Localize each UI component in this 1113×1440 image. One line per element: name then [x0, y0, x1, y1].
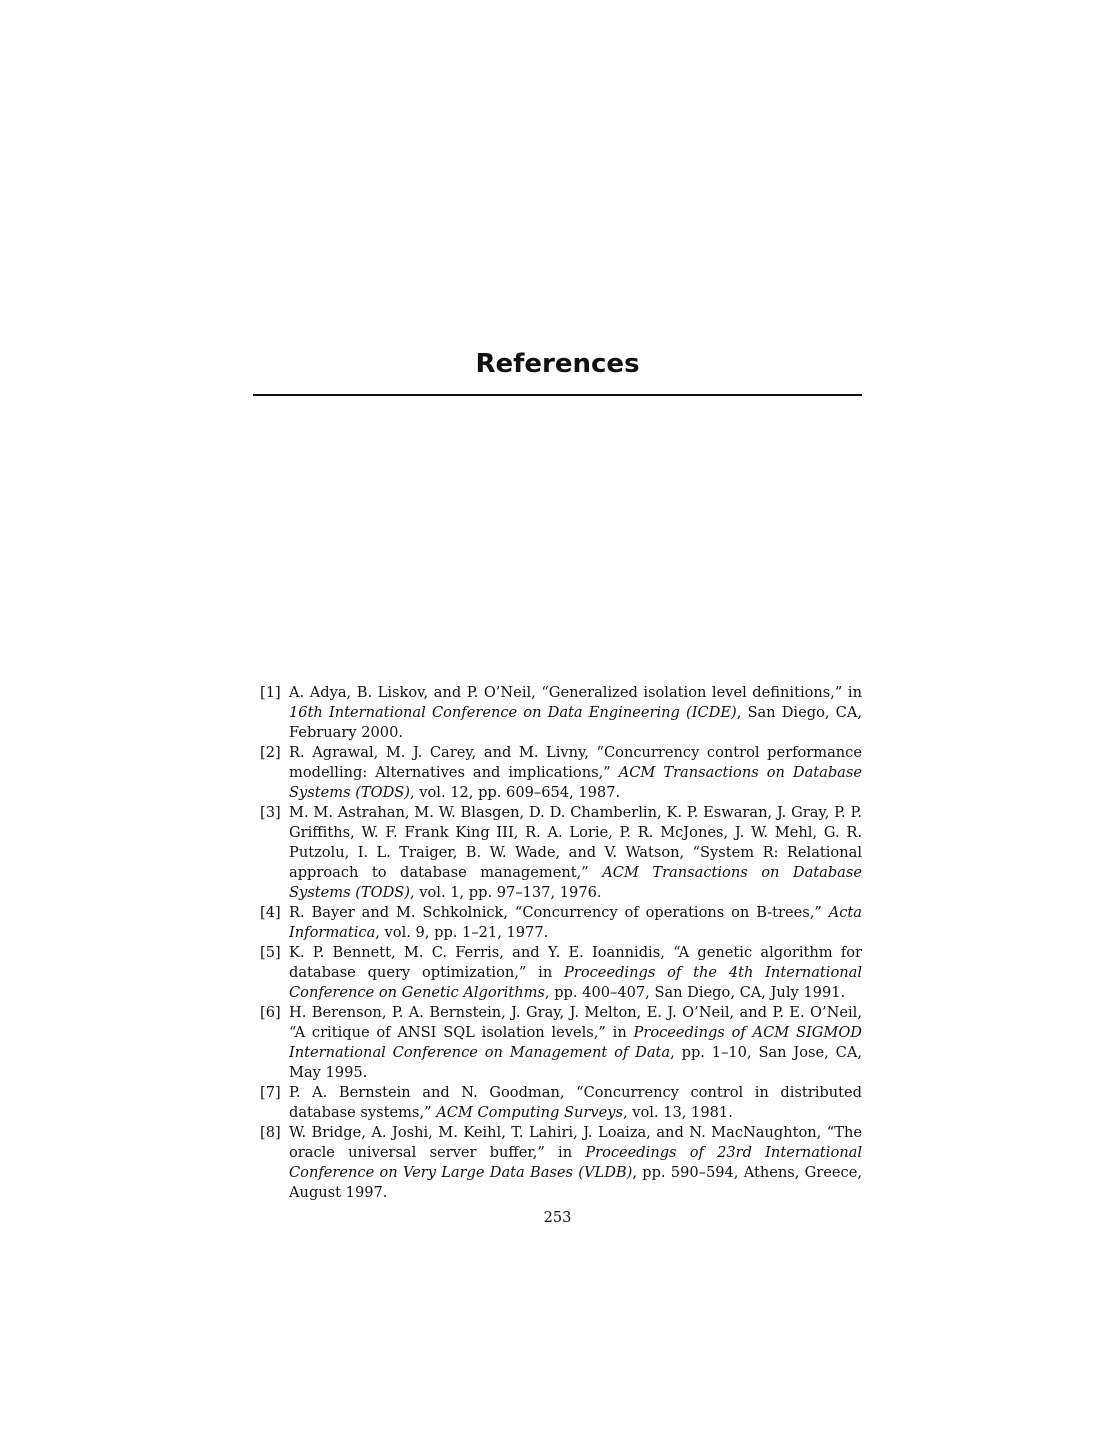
reference-item: [260, 803, 862, 903]
reference-item: [260, 683, 862, 743]
reference-segment: W. Bridge, A. Joshi, M. Keihl, T. Lahiri, J. Loaiza, and N. MacNaughton, “The oracle universal server buffer,” in: [289, 1124, 862, 1161]
reference-segment: , San Diego, CA, February 2000.: [289, 704, 862, 741]
reference-number: [5]: [260, 944, 281, 961]
title-rule: [253, 394, 862, 396]
reference-segment: , vol. 12, pp. 609–654, 1987.: [409, 784, 621, 801]
reference-venue: 16th International Conference on Data Engineering (ICDE): [289, 704, 737, 721]
reference-list: [260, 683, 862, 1203]
reference-segment: , vol. 13, 1981.: [622, 1104, 733, 1121]
reference-venue: Proceedings of ACM SIGMOD International Conference on Management of Data: [289, 1024, 862, 1061]
reference-venue: ACM Transactions on Database Systems (TODS): [289, 764, 863, 801]
reference-text: [289, 744, 862, 801]
reference-segment: R. Agrawal, M. J. Carey, and M. Livny, “Concurrency control performance modelling: Alternatives and implications,”: [289, 744, 862, 781]
reference-item: [260, 1003, 862, 1083]
reference-text: [289, 1084, 862, 1121]
reference-segment: , vol. 9, pp. 1–21, 1977.: [375, 924, 549, 941]
reference-text: [289, 904, 862, 941]
reference-segment: , pp. 400–407, San Diego, CA, July 1991.: [544, 984, 846, 1001]
reference-segment: H. Berenson, P. A. Bernstein, J. Gray, J. Melton, E. J. O’Neil, and P. E. O’Neil, “A critique of ANSI SQL isolation levels,” in: [289, 1004, 862, 1041]
reference-text: [289, 944, 862, 1001]
reference-venue: ACM Transactions on Database Systems (TODS): [289, 864, 863, 901]
reference-number: [3]: [260, 804, 281, 821]
reference-segment: A. Adya, B. Liskov, and P. O’Neil, “Generalized isolation level definitions,” in: [289, 684, 862, 701]
reference-segment: , pp. 590–594, Athens, Greece, August 1997.: [289, 1164, 863, 1201]
reference-segment: K. P. Bennett, M. C. Ferris, and Y. E. Ioannidis, “A genetic algorithm for database query optimization,” in: [289, 944, 862, 981]
chapter-title: References: [475, 349, 640, 379]
reference-venue: Proceedings of 23rd International Conference on Very Large Data Bases (VLDB): [289, 1144, 862, 1181]
reference-item: [260, 1083, 862, 1123]
reference-text: [289, 804, 862, 901]
reference-number: [1]: [260, 684, 281, 701]
reference-number: [6]: [260, 1004, 281, 1021]
reference-item: [260, 1123, 862, 1203]
reference-segment: R. Bayer and M. Schkolnick, “Concurrency of operations on B-trees,”: [289, 904, 829, 921]
reference-text: [289, 684, 862, 741]
reference-item: [260, 943, 862, 1003]
reference-venue: Acta Informatica: [289, 904, 862, 941]
reference-item: [260, 903, 862, 943]
reference-item: [260, 743, 862, 803]
reference-number: [7]: [260, 1084, 281, 1101]
reference-text: [289, 1124, 862, 1201]
reference-segment: , vol. 1, pp. 97–137, 1976.: [409, 884, 602, 901]
reference-text: [289, 1004, 862, 1081]
page-number: 253: [543, 1209, 572, 1226]
reference-venue: ACM Computing Surveys: [436, 1104, 623, 1121]
reference-number: [8]: [260, 1124, 281, 1141]
reference-venue: Proceedings of the 4th International Conference on Genetic Algorithms: [289, 964, 862, 1001]
reference-segment: P. A. Bernstein and N. Goodman, “Concurrency control in distributed database systems,”: [289, 1084, 862, 1121]
reference-segment: , pp. 1–10, San Jose, CA, May 1995.: [289, 1044, 862, 1081]
reference-number: [4]: [260, 904, 281, 921]
reference-number: [2]: [260, 744, 281, 761]
reference-segment: M. M. Astrahan, M. W. Blasgen, D. D. Chamberlin, K. P. Eswaran, J. Gray, P. P. Griffiths, W. F. Frank King III, R. A. Lorie, P. R. McJones, J. W. Mehl, G. R. Putzolu, I. L. Traiger, B. W. Wade, and V. Watson, “System R: Relational approach to database management,”: [289, 804, 862, 881]
